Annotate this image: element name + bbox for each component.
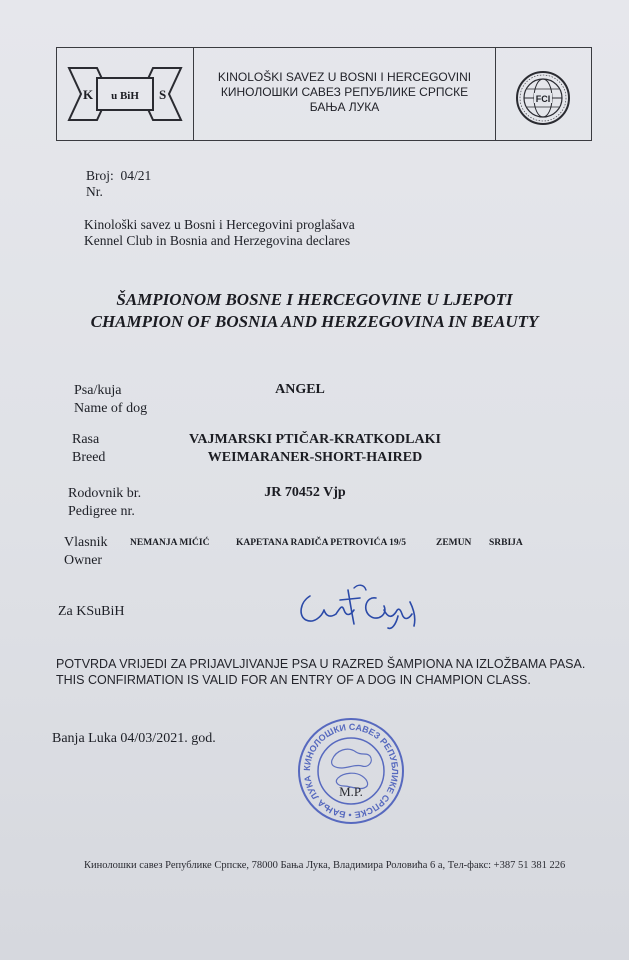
date-suffix: god. (191, 731, 216, 746)
owner-country: SRBIJA (489, 538, 523, 548)
dog-head-icon (332, 749, 372, 768)
owner-name: NEMANJA MIĆIĆ (130, 538, 210, 548)
ksubih-logo-icon (57, 48, 193, 140)
dog-name-labels (74, 382, 147, 418)
title-local: ŠAMPIONOM BOSNE I HERCEGOVINE U LJEPOTI (116, 290, 513, 309)
breed-labels (72, 431, 105, 467)
notice-en: THIS CONFIRMATION IS VALID FOR AN ENTRY OF A DOG IN CHAMPION CLASS. (56, 673, 531, 687)
owner-label-en: Owner (64, 553, 103, 568)
breed-values (150, 431, 480, 467)
organization-names (193, 70, 496, 115)
dog-name: ANGEL (275, 382, 325, 397)
org-name-cyrillic: КИНОЛОШКИ САВЕЗ РЕПУБЛИКЕ СРПСКЕ (220, 85, 469, 99)
letterhead (56, 47, 592, 141)
place-date (52, 731, 216, 747)
date: 04/03/2021. (120, 731, 188, 746)
fci-globe-icon (496, 48, 591, 140)
breed-en: WEIMARANER-SHORT-HAIRED (207, 450, 423, 465)
stamp-ring-text: КИНОЛОШКИ САВЕЗ РЕПУБЛИКЕ СРПСКЕ • БАЊА ЛУКА (301, 721, 401, 821)
place: Banja Luka (52, 731, 117, 746)
number-label-local: Broj: (86, 168, 114, 183)
logo-letter-s: S (159, 87, 167, 102)
logo-letter-ubih: u BiH (111, 90, 139, 102)
official-stamp (296, 716, 406, 826)
logo-letter-k: K (83, 87, 94, 102)
number-value: 04/21 (120, 168, 152, 183)
fci-label: FCI (535, 94, 551, 104)
declaration (84, 217, 355, 249)
owner-address: KAPETANA RADIČA PETROVIĆA 19/5 (236, 538, 407, 548)
breed-local: VAJMARSKI PTIČAR-KRATKODLAKI (189, 432, 441, 447)
pedigree-label-local: Rodovnik br. (68, 486, 142, 501)
owner-city: ZEMUN (436, 538, 472, 548)
owner-labels (64, 534, 108, 570)
signature-icon (292, 580, 428, 638)
pedigree-label-en: Pedigree nr. (68, 504, 135, 519)
dog-name-label-en: Name of dog (74, 401, 148, 416)
org-city: БАЊА ЛУКА (309, 100, 380, 114)
pedigree-labels (68, 485, 141, 521)
notice-local: POTVRDA VRIJEDI ZA PRIJAVLJIVANJE PSA U RAZRED ŠAMPIONA NA IZLOŽBAMA PASA. (56, 657, 586, 671)
number-label-en: Nr. (86, 184, 103, 199)
breed-label-en: Breed (72, 450, 106, 465)
footer-address: Кинолошки савез Републике Српске, 78000 Бања Лука, Владимира Роловића 6 а, Тел-факс: +387 51 381 226 (84, 860, 566, 871)
pedigree-number: JR 70452 Vjp (264, 485, 346, 500)
fci-emblem (495, 48, 591, 140)
dog-name-label-local: Psa/kuja (74, 383, 122, 398)
validity-notice (56, 656, 585, 688)
certificate-title (0, 289, 629, 333)
signatory-label: Za KSuBiH (58, 604, 125, 619)
declaration-en: Kennel Club in Bosnia and Herzegovina declares (84, 233, 351, 248)
breed-label-local: Rasa (72, 432, 100, 447)
owner-label-local: Vlasnik (64, 535, 108, 550)
stamp-mp: M.P. (339, 784, 363, 799)
declaration-local: Kinološki savez u Bosni i Hercegovini proglašava (84, 217, 355, 232)
document-number-block (86, 168, 151, 200)
title-en: CHAMPION OF BOSNIA AND HERZEGOVINA IN BEAUTY (90, 312, 539, 331)
org-name-latin: KINOLOŠKI SAVEZ U BOSNI I HERCEGOVINI (217, 70, 472, 84)
ksubih-logo (57, 48, 194, 140)
